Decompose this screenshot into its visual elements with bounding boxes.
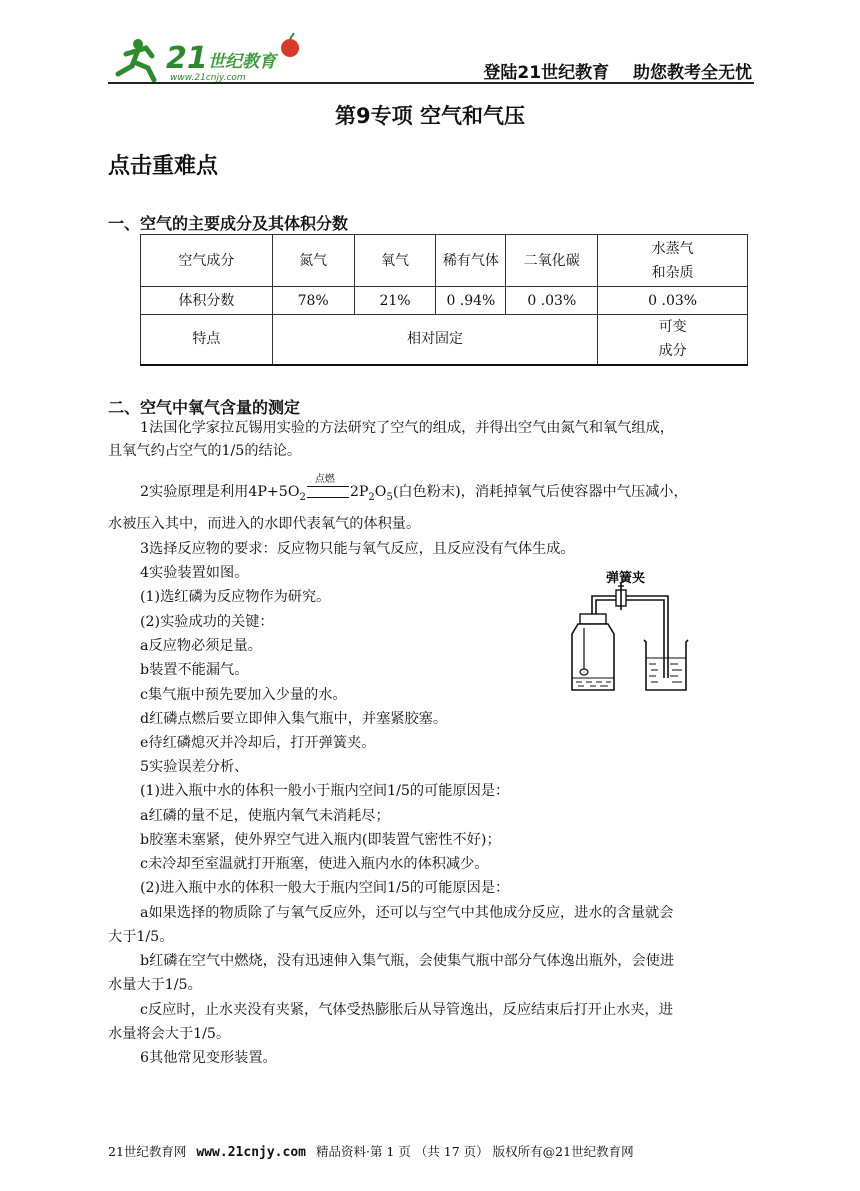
paragraph-line: 水量大于1/5。 (108, 977, 202, 993)
table-cell: 可变 成分 (598, 315, 748, 365)
paragraph-line: 大于1/5。 (108, 929, 174, 945)
paragraph-line: 水量将会大于1/5。 (108, 1026, 231, 1042)
table-cell: 水蒸气 和杂质 (598, 235, 748, 287)
spring-clip-label: 弹簧夹 (606, 571, 646, 586)
table-cell: 0 .94% (436, 287, 506, 315)
table-cell: 氧气 (354, 235, 436, 287)
table-cell: 空气成分 (141, 235, 273, 287)
tagline-right: 助您教考全无忧 (633, 63, 752, 83)
footer-site-name: 21世纪教育网 (108, 1144, 187, 1159)
table-cell: 相对固定 (272, 315, 598, 365)
apparatus-figure (558, 566, 748, 696)
spring-clip-icon (616, 582, 626, 610)
paragraph-line: 6其他常见变形装置。 (140, 1050, 277, 1066)
table-cell: 体积分数 (141, 287, 273, 315)
header-divider (108, 82, 754, 84)
paragraph-line: c未冷却至室温就打开瓶塞，使进入瓶内水的体积减少。 (140, 856, 489, 872)
paragraph-line: (2)进入瓶中水的体积一般大于瓶内空间1/5的可能原因是： (140, 880, 510, 896)
apple-icon (281, 39, 299, 57)
header-tagline (483, 58, 752, 83)
tagline-left: 登陆21世纪教育 (483, 63, 610, 83)
paragraph-line: b胶塞未塞紧，使外界空气进入瓶内(即装置气密性不好)； (140, 832, 501, 848)
paragraph-line: 4实验装置如图。 (140, 565, 249, 581)
table-cell: 氮气 (272, 235, 354, 287)
table-cell: 0 .03% (506, 287, 598, 315)
table-cell: 21% (354, 287, 436, 315)
air-composition-table (140, 234, 748, 366)
paragraph-line: a红磷的量不足，使瓶内氧气未消耗尽； (140, 808, 390, 824)
table-row (141, 287, 748, 315)
runner-icon (118, 39, 154, 80)
paragraph-line: b装置不能漏气。 (140, 662, 249, 678)
table-cell: 特点 (141, 315, 273, 365)
paragraph-line: d红磷点燃后要立即伸入集气瓶中，并塞紧胶塞。 (140, 711, 448, 727)
paragraph-line: 5实验误差分析、 (140, 759, 249, 775)
paragraph-line: 3选择反应物的要求：反应物只能与氧气反应，且反应没有气体生成。 (140, 541, 575, 557)
reaction-arrow (307, 474, 349, 498)
table-cell: 稀有气体 (436, 235, 506, 287)
table-row (141, 235, 748, 287)
table-row (141, 315, 748, 365)
paragraph-line: (1)选红磷为反应物作为研究。 (140, 589, 331, 605)
part1-heading: 一、空气的主要成分及其体积分数 (108, 214, 349, 233)
page-title: 第9专项 空气和气压 (335, 104, 525, 128)
paragraph-line: 1法国化学家拉瓦锡用实验的方法研究了空气的组成，并得出空气由氮气和氧气组成， (140, 420, 674, 436)
page-footer (108, 1142, 634, 1160)
reaction-condition: 点燃 (314, 474, 335, 485)
svg-text:世纪教育: 世纪教育 (208, 52, 276, 72)
logo-url: www.21cnjy.com (170, 73, 246, 83)
water-beaker (644, 640, 688, 690)
footer-url-link[interactable]: www.21cnjy.com (196, 1145, 306, 1160)
reaction-equation: 2实验原理是利用$4P+5O_2$ 点燃 $2P_2O_5$(白色粉末)，消耗掉氧气后使容器中气压减小， (108, 482, 792, 508)
logo-number: 21 (166, 41, 208, 76)
gas-bottle (572, 614, 614, 690)
paragraph-line: a反应物必须足量。 (140, 638, 262, 654)
paragraph-line: (1)进入瓶中水的体积一般小于瓶内空间1/5的可能原因是： (140, 783, 510, 799)
paragraph-line: b红磷在空气中燃烧，没有迅速伸入集气瓶，会使集气瓶中部分气体逸出瓶外，会使进 (140, 953, 675, 969)
site-logo[interactable] (108, 30, 308, 85)
paragraph-line: a如果选择的物质除了与氧气反应外，还可以与空气中其他成分反应，进水的含量就会 (140, 905, 674, 921)
table-cell: 二氧化碳 (506, 235, 598, 287)
footer-page-info: 精品资料·第 1 页 （共 17 页） 版权所有@21世纪教育网 (315, 1144, 634, 1159)
paragraph-line: 水被压入其中，而进入的水即代表氧气的体积量。 (108, 516, 421, 532)
paragraph-line: c反应时，止水夹没有夹紧，气体受热膨胀后从导管逸出，反应结束后打开止水夹，进 (140, 1002, 673, 1018)
paragraph-line: (2)实验成功的关键： (140, 614, 274, 630)
paragraph-line: e待红磷熄灭并冷却后，打开弹簧夹。 (140, 735, 376, 751)
table-cell: 0 .03% (598, 287, 748, 315)
paragraph-line: c集气瓶中预先要加入少量的水。 (140, 687, 347, 703)
table-cell: 78% (272, 287, 354, 315)
paragraph-line: 且氧气约占空气的1/5的结论。 (108, 443, 302, 459)
part2-heading: 二、空气中氧气含量的测定 (108, 398, 301, 417)
section-heading: 点击重难点 (108, 154, 219, 179)
